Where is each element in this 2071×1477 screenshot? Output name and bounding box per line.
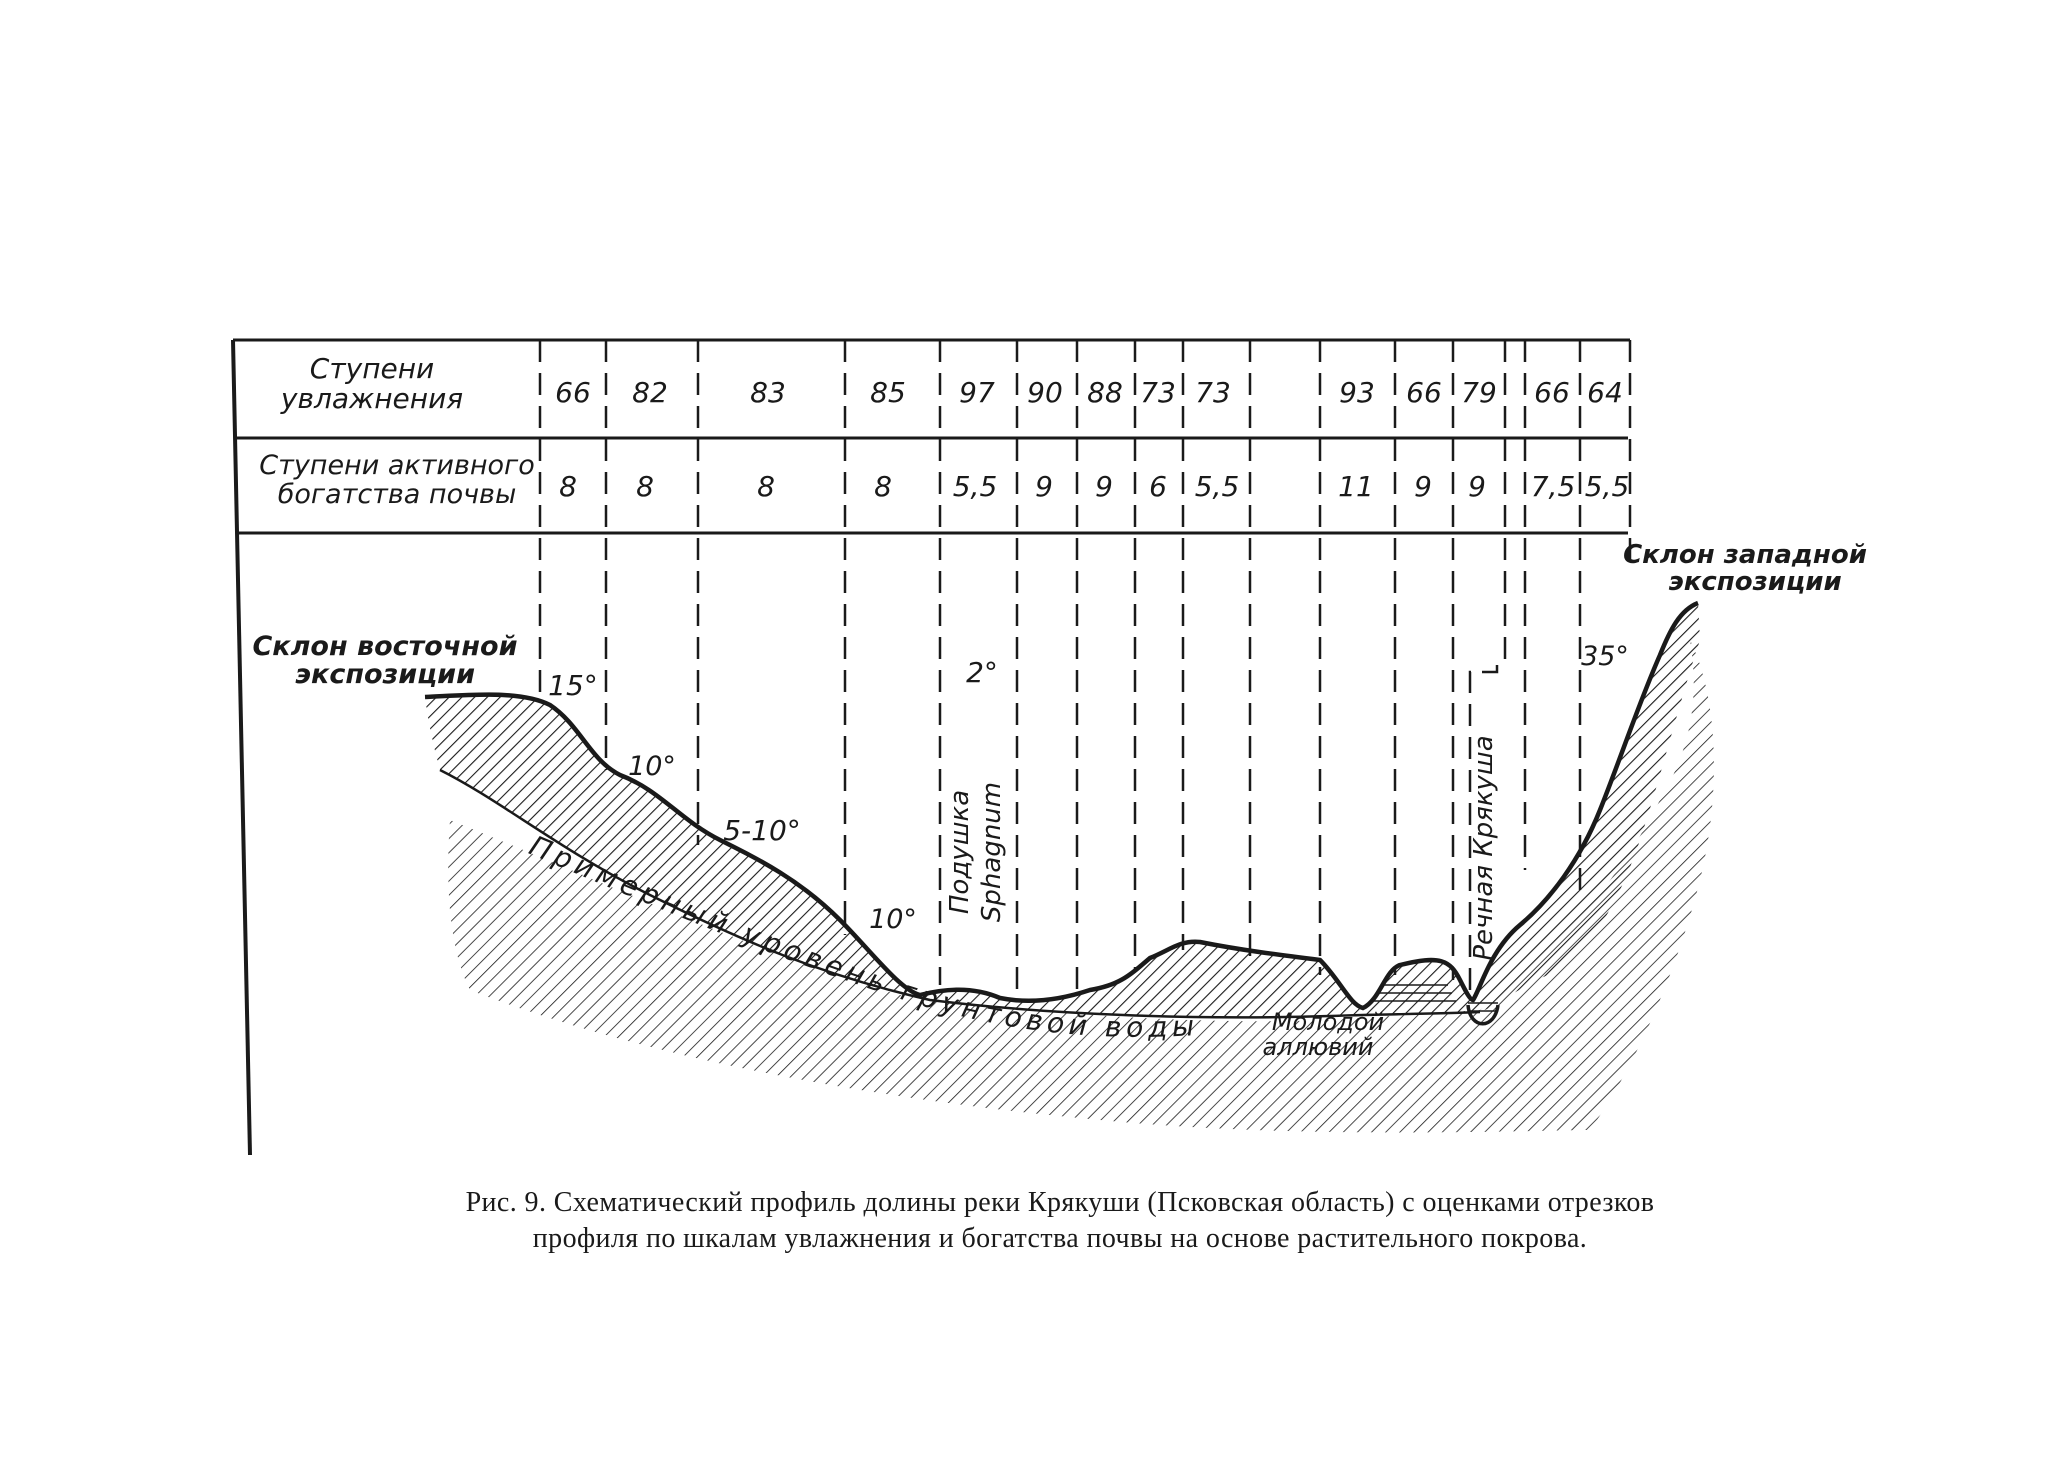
east-slope-label-1: Склон восточной bbox=[252, 631, 518, 662]
slope-angle-5-10: 5-10° bbox=[723, 814, 801, 847]
richness-value: 9 bbox=[1035, 470, 1053, 503]
richness-value: 5,5 bbox=[952, 470, 998, 503]
groundwater-label-path: Примерный уровень грунтовой воды bbox=[524, 828, 1200, 1044]
richness-value: 8 bbox=[757, 470, 775, 503]
richness-row-label-1: Ступени активного bbox=[259, 450, 535, 481]
slope-angle-15: 15° bbox=[548, 669, 598, 702]
sphagnum-label-1: Подушка bbox=[945, 789, 975, 915]
west-slope-label-1: Склон западной bbox=[1623, 540, 1867, 570]
moisture-value: 73 bbox=[1140, 376, 1176, 409]
moisture-value: 90 bbox=[1027, 376, 1063, 409]
moisture-value: 64 bbox=[1587, 376, 1623, 409]
moisture-value: 97 bbox=[959, 376, 995, 409]
moisture-row-label-2: увлажнения bbox=[280, 382, 464, 415]
moisture-value: 79 bbox=[1461, 376, 1497, 409]
richness-value: 9 bbox=[1414, 470, 1432, 503]
richness-value: 11 bbox=[1338, 470, 1374, 503]
richness-value: 9 bbox=[1095, 470, 1113, 503]
richness-value: 7,5 bbox=[1530, 470, 1576, 503]
slope-angle-35: 35° bbox=[1581, 641, 1629, 672]
moisture-value: 88 bbox=[1087, 376, 1123, 409]
river-label: Речная Крякуша bbox=[1469, 735, 1499, 961]
richness-values-row bbox=[559, 470, 1629, 503]
richness-value: 5,5 bbox=[1194, 470, 1240, 503]
slope-angle-10b: 10° bbox=[869, 904, 917, 935]
moisture-value: 82 bbox=[632, 376, 668, 409]
sphagnum-label-2: Sphagnum bbox=[977, 781, 1007, 923]
moisture-value: 66 bbox=[1534, 376, 1570, 409]
caption-line-2: профиля по шкалам увлажнения и богатства почвы на основе растительного покрова. bbox=[532, 1223, 1588, 1254]
richness-value: 6 bbox=[1149, 470, 1167, 503]
moisture-value: 93 bbox=[1339, 376, 1375, 409]
moisture-value: 66 bbox=[555, 376, 591, 409]
alluvium-label-2: аллювий bbox=[1262, 1033, 1374, 1061]
west-slope-label-2: экспозиции bbox=[1668, 567, 1842, 597]
moisture-values-row bbox=[555, 376, 1623, 409]
alluvium-label-1: Молодой bbox=[1271, 1008, 1385, 1036]
richness-value: 8 bbox=[636, 470, 654, 503]
figure-caption bbox=[250, 1185, 1870, 1257]
moisture-value: 85 bbox=[870, 376, 906, 409]
moisture-value: 73 bbox=[1195, 376, 1231, 409]
slope-angle-2: 2° bbox=[966, 656, 998, 689]
moisture-row-label-1: Ступени bbox=[309, 352, 435, 385]
richness-value: 8 bbox=[559, 470, 577, 503]
east-slope-label-2: экспозиции bbox=[295, 659, 475, 690]
richness-value: 5,5 bbox=[1584, 470, 1630, 503]
caption-line-1: Рис. 9. Схематический профиль долины реки Крякуши (Псковская область) с оценками отрезков bbox=[465, 1187, 1655, 1218]
left-axis-line bbox=[233, 340, 250, 1155]
richness-value: 8 bbox=[874, 470, 892, 503]
moisture-value: 83 bbox=[750, 376, 786, 409]
richness-row-label-2: богатства почвы bbox=[277, 479, 517, 510]
moisture-value: 66 bbox=[1406, 376, 1442, 409]
slope-angle-10a: 10° bbox=[628, 751, 676, 782]
richness-value: 9 bbox=[1468, 470, 1486, 503]
